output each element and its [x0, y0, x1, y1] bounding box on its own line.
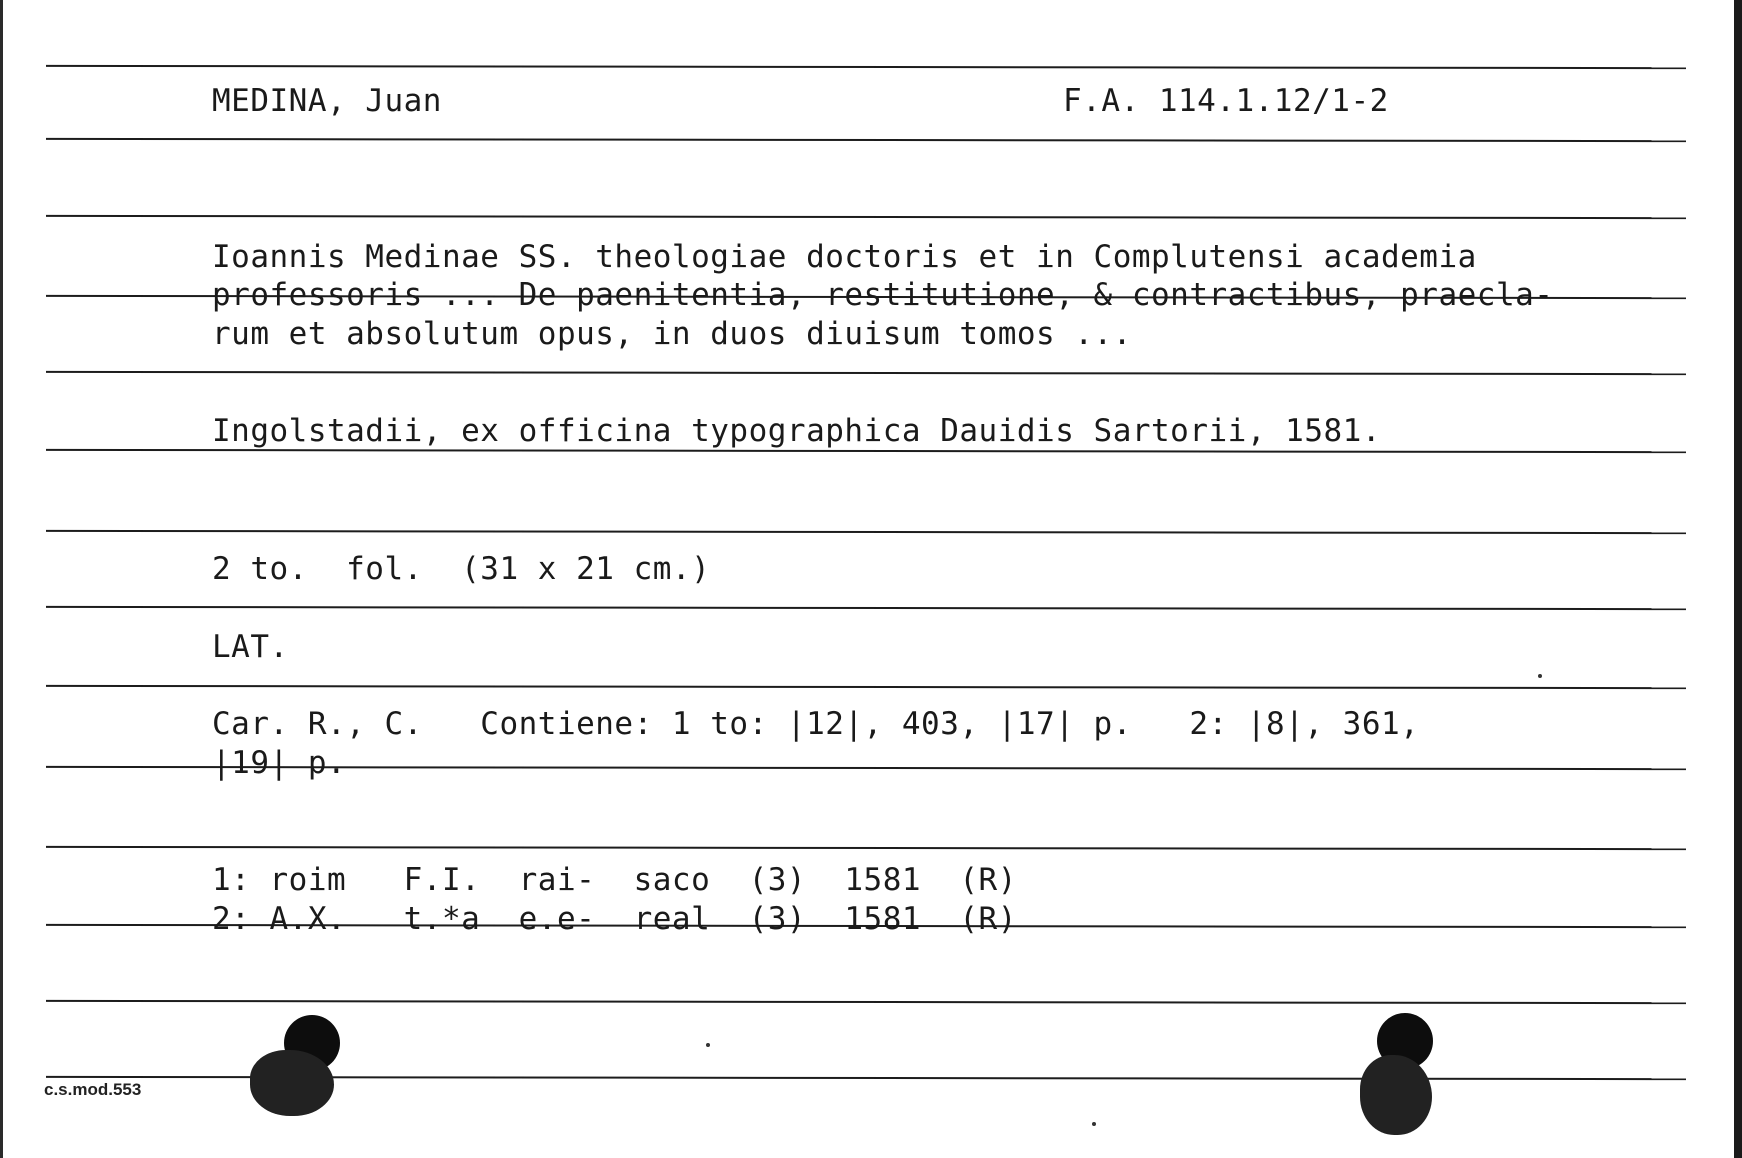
card-right-edge [1734, 0, 1742, 1158]
imprint: Ingolstadii, ex officina typographica Dauidis Sartorii, 1581. [212, 413, 1381, 449]
fingerprint-line: 1: roim F.I. rai- saco (3) 1581 (R) [212, 862, 1017, 898]
fingerprint-line: 2: A.X. t.*a e.e- real (3) 1581 (R) [212, 901, 1017, 937]
ruled-line [46, 530, 1686, 534]
specks [1092, 1122, 1096, 1126]
specks [1538, 674, 1542, 678]
smudge-right [1360, 1055, 1432, 1135]
form-code: c.s.mod.553 [44, 1080, 142, 1099]
ruled-line [46, 371, 1686, 375]
title-line: Ioannis Medinae SS. theologiae doctoris et in Complutensi academia [212, 239, 1477, 275]
smudge-left [250, 1050, 334, 1116]
ruled-line [46, 1000, 1686, 1004]
ruled-line [46, 685, 1686, 689]
card-left-edge [0, 0, 3, 1158]
physical-description: 2 to. fol. (31 x 21 cm.) [212, 551, 711, 587]
shelfmark: F.A. 114.1.12/1-2 [1063, 83, 1389, 119]
author-heading: MEDINA, Juan [212, 83, 442, 119]
ruled-line [46, 138, 1686, 142]
notes-line: |19| p. [212, 745, 347, 781]
ruled-line [46, 65, 1686, 69]
ruled-line [46, 215, 1686, 219]
title-line: professoris ... De paenitentia, restitutione, & contractibus, praecla- [212, 277, 1554, 313]
notes-line: Car. R., C. Contiene: 1 to: |12|, 403, |17| p. 2: |8|, 361, [212, 706, 1420, 742]
ruled-line [46, 606, 1686, 610]
language: LAT. [212, 629, 289, 665]
title-line: rum et absolutum opus, in duos diuisum tomos ... [212, 316, 1132, 352]
specks [706, 1043, 710, 1047]
ruled-line [46, 846, 1686, 850]
